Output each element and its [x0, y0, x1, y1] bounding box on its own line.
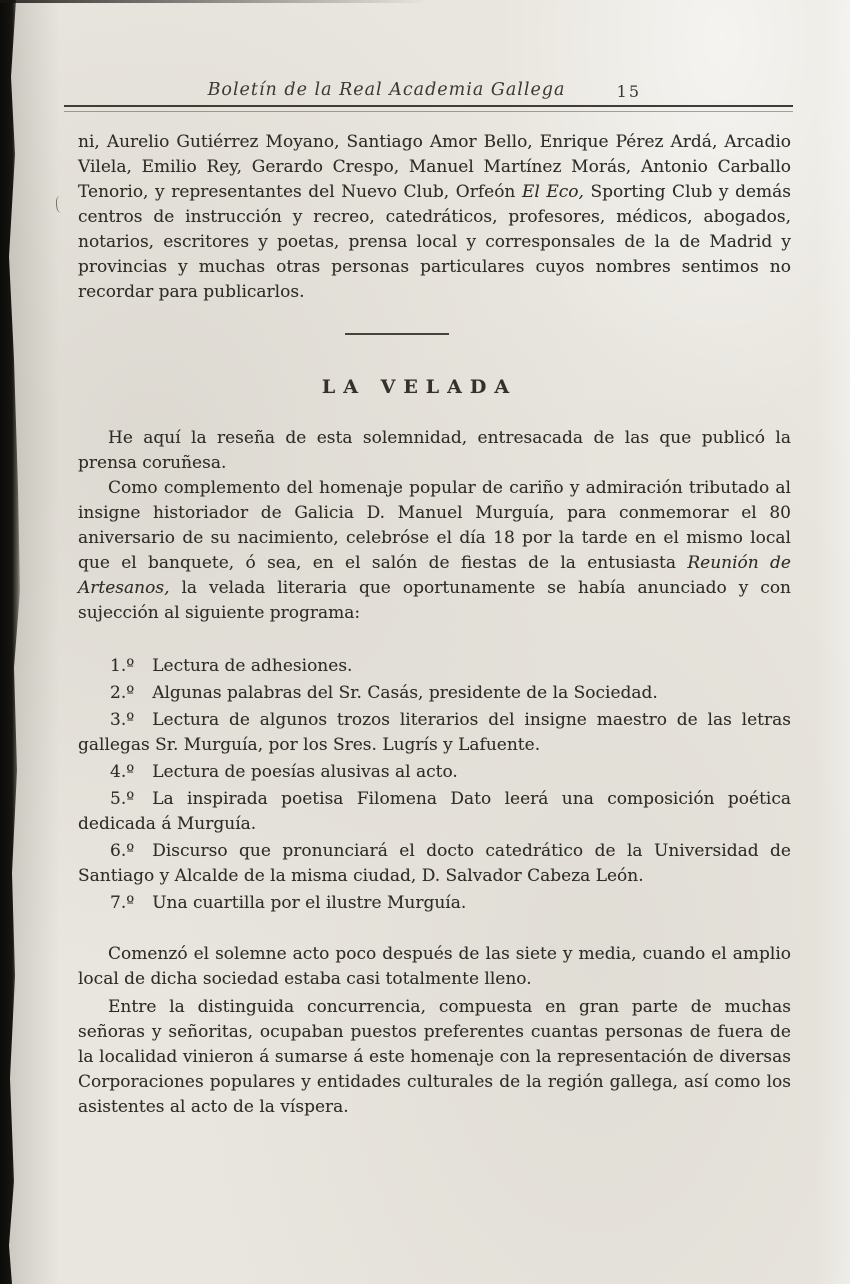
- italic-phrase: Reunión de Artesanos,: [78, 553, 791, 598]
- page-body: [78, 130, 791, 1120]
- scan-artifact: [55, 196, 65, 214]
- program-item-text: Lectura de algunos trozos literarios del insigne maestro de las letras gallegas Sr. Murguía, por los Sres. Lugrís y Lafuente.: [78, 710, 791, 755]
- program-item-text: Lectura de adhesiones.: [152, 656, 353, 676]
- program-item: [78, 654, 791, 679]
- program-list: [78, 654, 791, 916]
- journal-title: Boletín de la Real Academia Gallega: [207, 80, 566, 100]
- closing-paragraph: Comenzó el solemne acto poco después de las siete y media, cuando el amplio local de dicha sociedad estaba casi totalmente lleno.: [78, 944, 791, 989]
- program-item-text: La inspirada poetisa Filomena Dato leerá una composición poética dedicada á Murguía.: [78, 789, 791, 834]
- program-item-number: 1.º: [110, 656, 135, 676]
- scan-binding-edge: [0, 0, 22, 1284]
- header-rule: [64, 105, 793, 112]
- program-item-number: 5.º: [110, 789, 135, 809]
- program-item-text: Discurso que pronunciará el docto catedrático de la Universidad de Santiago y Alcalde de la misma ciudad, D. Salvador Cabeza León.: [78, 841, 791, 886]
- program-item: [78, 839, 791, 889]
- program-item-number: 2.º: [110, 683, 135, 703]
- closing-paragraph: Entre la distinguida concurrencia, compuesta en gran parte de muchas señoras y señoritas, ocupaban puestos preferentes cuantas personas de fuera de la localidad vinieron á sumarse á este homenaje con la representación de diversas Corporaciones populares y entidades culturales de la región gallega, así como los asistentes al acto de la víspera.: [78, 997, 791, 1117]
- intro-paragraph: He aquí la reseña de esta solemnidad, entresacada de las que publicó la prensa coruñesa.: [78, 428, 791, 473]
- program-item-number: 4.º: [110, 762, 135, 782]
- section-heading: LA VELADA: [321, 376, 518, 398]
- program-item: [78, 891, 791, 916]
- closing-block: [78, 942, 791, 1120]
- program-item-text: Lectura de poesías alusivas al acto.: [152, 762, 458, 782]
- program-item-text: Una cuartilla por el ilustre Murguía.: [152, 893, 467, 913]
- page-header: [64, 80, 793, 102]
- program-item-text: Algunas palabras del Sr. Casás, presidente de la Sociedad.: [152, 683, 658, 703]
- page-number: 15: [616, 82, 641, 101]
- program-intro-paragraph: [78, 476, 791, 626]
- program-item-number: 6.º: [110, 841, 135, 861]
- program-item-number: 7.º: [110, 893, 135, 913]
- scan-top-edge: [0, 0, 430, 3]
- paragraph-text: Como complemento del homenaje popular de cariño y admiración tributado al insigne historiador de Galicia D. Manuel Murguía, para conmemorar el 80 aniversario de su nacimiento, celebróse el día 18 por la tarde en el mismo local que el banquete, ó sea, en el salón de fiestas de la entusiasta: [78, 478, 791, 573]
- italic-phrase: El Eco,: [521, 182, 584, 202]
- program-item-number: 3.º: [110, 710, 135, 730]
- program-item: [78, 787, 791, 837]
- program-item: [78, 760, 791, 785]
- paragraph-text: ni, Aurelio Gutiérrez Moyano, Santiago Amor Bello, Enrique Pérez Ardá, Arcadio Vilela, Emilio Rey, Gerardo Crespo, Manuel Martínez Morás, Antonio Carballo Tenorio, y representantes del Nuevo Club, Orfeón: [78, 132, 791, 202]
- paragraph-text: Sporting Club y demás centros de instrucción y recreo, catedráticos, profesores, médicos, abogados, notarios, escritores y poetas, prensa local y corresponsales de la de Madrid y provincias y muchas otras personas particulares cuyos nombres sentimos no recordar para publicarlos.: [78, 182, 791, 302]
- program-item: [78, 708, 791, 758]
- program-item: [78, 681, 791, 706]
- continuation-paragraph: [78, 130, 791, 305]
- section-divider: [345, 333, 449, 335]
- paragraph-text: la velada literaria que oportunamente se había anunciado y con sujección al siguiente programa:: [78, 578, 791, 623]
